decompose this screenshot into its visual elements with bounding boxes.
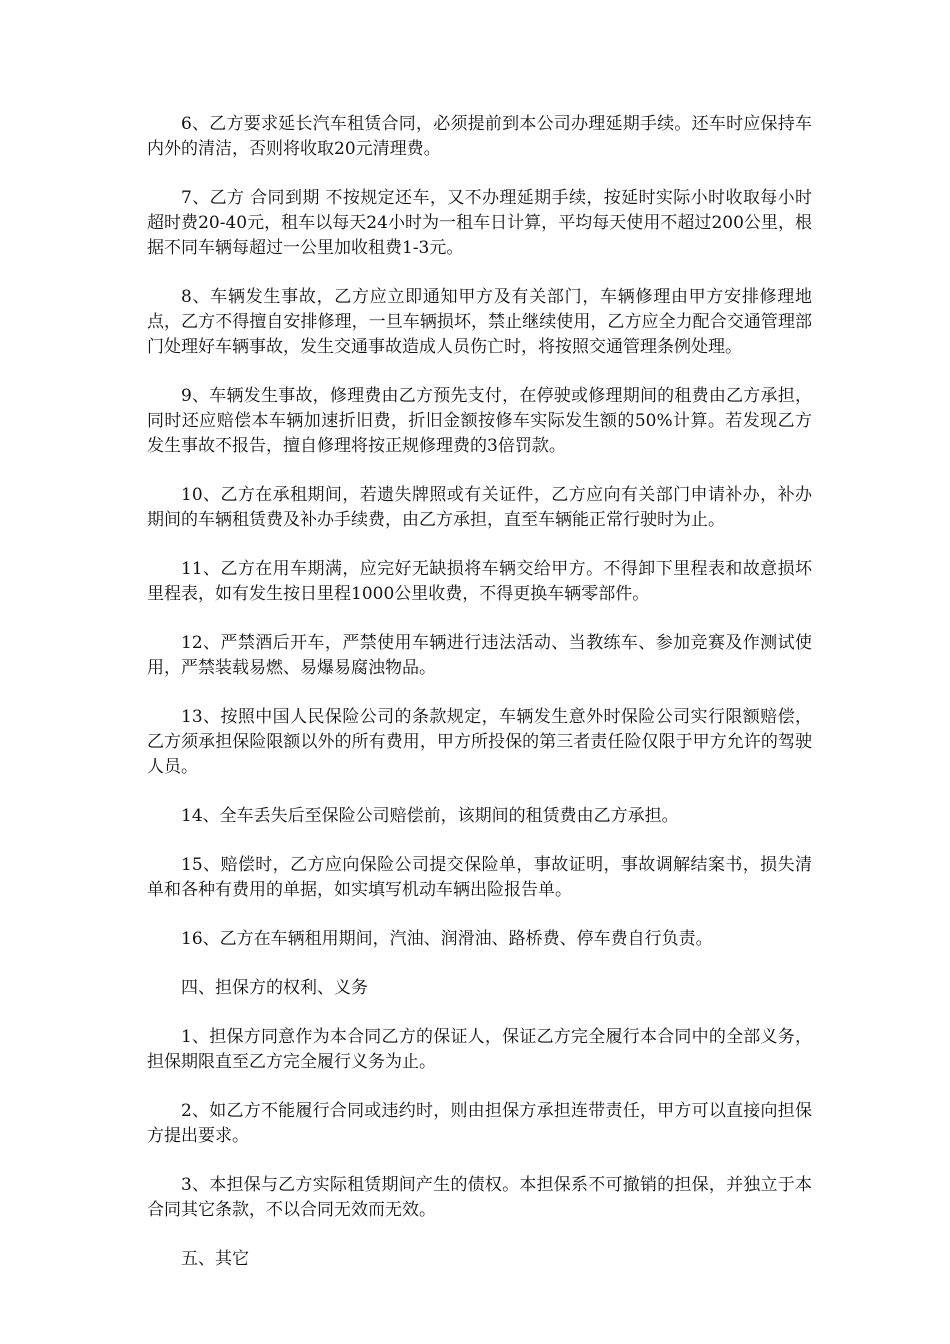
guarantor-clause-1: 1、担保方同意作为本合同乙方的保证人，保证乙方完全履行本合同中的全部义务，担保期限直至乙方完全履行义务为止。	[147, 1027, 812, 1072]
section-heading-guarantor: 四、担保方的权利、义务	[181, 978, 368, 998]
section-heading-other: 五、其它	[181, 1249, 249, 1269]
clause-9: 9、车辆发生事故，修理费由乙方预先支付，在停驶或修理期间的租费由乙方承担，同时还应赔偿本车辆加速折旧费，折旧金额按修车实际发生额的50%计算。若发现乙方发生事故不报告，擅自修理将按正规修理费的3倍罚款。	[147, 386, 812, 456]
clause-6: 6、乙方要求延长汽车租赁合同，必须提前到本公司办理延期手续。还车时应保持车内外的清洁，否则将收取20元清理费。	[147, 114, 812, 159]
clause-12: 12、严禁酒后开车，严禁使用车辆进行违法活动、当教练车、参加竞赛及作测试使用，严禁装载易燃、易爆易腐浊物品。	[147, 633, 812, 678]
guarantor-clause-3: 3、本担保与乙方实际租赁期间产生的债权。本担保系不可撤销的担保，并独立于本合同其它条款，不以合同无效而无效。	[147, 1175, 812, 1220]
clause-7: 7、乙方 合同到期 不按规定还车，又不办理延期手续，按延时实际小时收取每小时超时费20-40元，租车以每天24小时为一租车日计算，平均每天使用不超过200公里，根据不同车辆每超过一公里加收租费1-3元。	[147, 188, 812, 258]
clause-13: 13、按照中国人民保险公司的条款规定，车辆发生意外时保险公司实行限额赔偿，乙方须承担保险限额以外的所有费用，甲方所投保的第三者责任险仅限于甲方允许的驾驶人员。	[147, 707, 812, 777]
document-page	[147, 112, 812, 1296]
guarantor-clause-2: 2、如乙方不能履行合同或违约时，则由担保方承担连带责任，甲方可以直接向担保方提出要求。	[147, 1101, 812, 1146]
clause-10: 10、乙方在承租期间，若遗失牌照或有关证件，乙方应向有关部门申请补办，补办期间的车辆租赁费及补办手续费，由乙方承担，直至车辆能正常行驶时为止。	[147, 485, 812, 530]
clause-15: 15、赔偿时，乙方应向保险公司提交保险单，事故证明，事故调解结案书，损失清单和各种有费用的单据，如实填写机动车辆出险报告单。	[147, 855, 812, 900]
clause-16: 16、乙方在车辆租用期间，汽油、润滑油、路桥费、停车费自行负责。	[181, 929, 713, 949]
clause-8: 8、车辆发生事故，乙方应立即通知甲方及有关部门，车辆修理由甲方安排修理地点，乙方不得擅自安排修理，一旦车辆损坏，禁止继续使用，乙方应全力配合交通管理部门处理好车辆事故，发生交通事故造成人员伤亡时，将按照交通管理条例处理。	[147, 287, 812, 357]
clause-14: 14、全车丢失后至保险公司赔偿前，该期间的租赁费由乙方承担。	[181, 806, 679, 826]
clause-11: 11、乙方在用车期满，应完好无缺损将车辆交给甲方。不得卸下里程表和故意损坏里程表，如有发生按日里程1000公里收费，不得更换车辆零部件。	[147, 559, 812, 604]
